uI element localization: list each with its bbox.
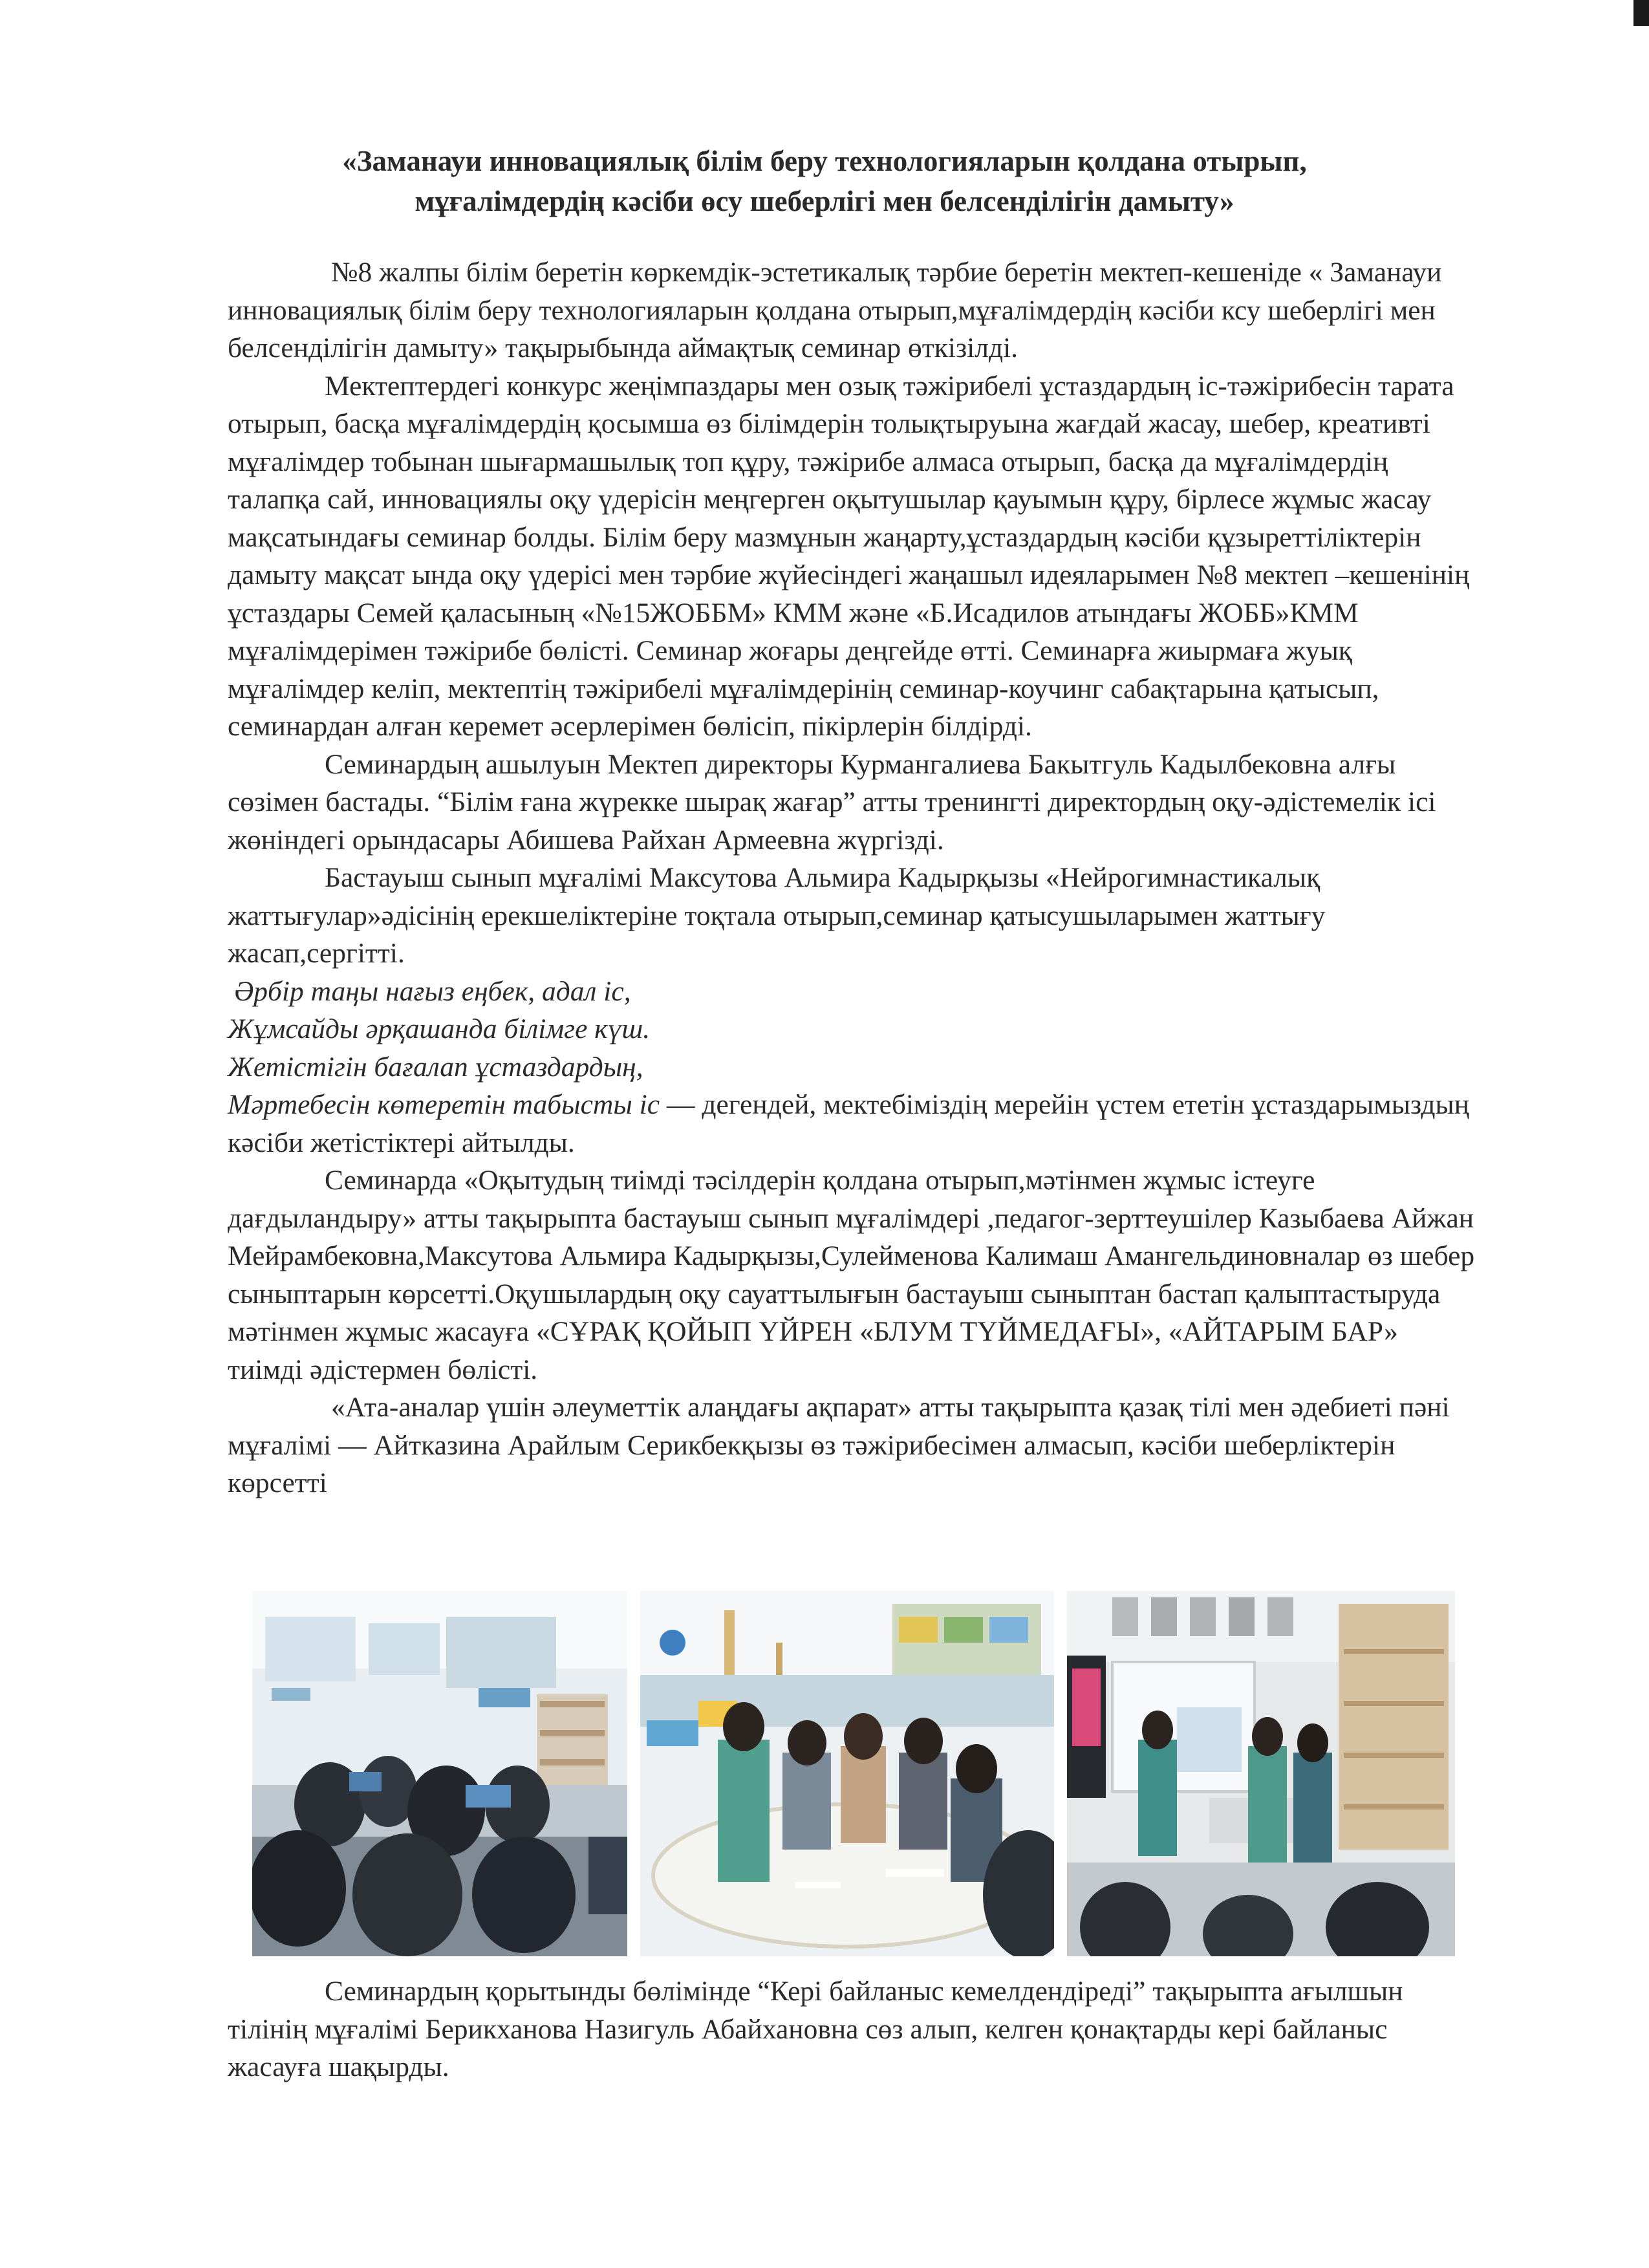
poem-line-4 [228,1086,1479,1161]
classroom-students-photo [252,1591,627,1956]
poem-block [228,973,1479,1162]
poem-line-4-italic: Мәртебесін көтеретін табысты іс [228,1089,660,1120]
paragraph-feedback: Семинардың қорытынды бөлімінде “Кері байланыс кемелдендіреді” тақырыпта ағылшын тілінің мұғалімі Берикханова Назигуль Абайхановна сөз алып, келген қонақтарды кері байланыс жасауға шақырды. [228,1976,1403,2082]
article-body [228,254,1479,1502]
page-title [213,141,1436,221]
paragraph-intro: №8 жалпы білім беретін көркемдік-эстетикалық тәрбие беретін мектеп-кешеніде « Заманауи инновациялық білім беру технологияларын қолдана отырып,мұғалімдердің кәсіби ксу шеберлігі мен белсенділігін дамыту» тақырыбында аймақтық семинар өткізілді. [228,257,1442,363]
paragraph-goals: Мектептердегі конкурс жеңімпаздары мен озық тәжірибелі ұстаздардың іс-тәжірибесін тарата отырып, басқа мұғалімдердің қосымша өз білімдерін толықтыруына жағдай жасау, шебер, креативті мұғалімдер тобынан шығармашылық топ құру, тәжірибе алмаса отырып, басқа да мұғалімдердің талапқа сай, инновациялы оқу үдерісін меңгерген оқытушылар қауымын құру, бірлесе жұмыс жасау мақсатындағы семинар болды. Білім беру мазмұнын жаңарту,ұстаздардың кәсіби құзыреттіліктерін дамыту мақсат ында оқу үдерісі мен тәрбие жүйесіндегі жаңашыл идеяларымен №8 мектеп –кешенінің ұстаздары Семей қаласының «№15ЖОББМ» КММ және «Б.Исадилов атындағы ЖОББ»КММ мұғалімдерімен тәжірибе бөлісті. Семинар жоғары деңгейде өтті. Семинарға жиырмаға жуық мұғалімдер келіп, мектептің тәжірибелі мұғалімдерінің семинар-коучинг сабақтарына қатысып, семинардан алған керемет әсерлерімен бөлісіп, пікірлерін білдірді. [228,370,1470,742]
teachers-group-table-photo [640,1591,1054,1956]
poem-line-4-rest: — дегендей, мектебіміздің мерейін үстем ететін ұстаздарымыздың кәсіби жетістіктері айтылды. [228,1089,1469,1158]
paragraph-masterclass: Семинарда «Оқытудың тиімді тәсілдерін қолдана отырып,мәтінмен жұмыс істеуге дағдыландыру» атты тақырыпта бастауыш сынып мұғалімдері ,педагог-зерттеушілер Казыбаева Айжан Мейрамбековна,Максутова Альмира Кадырқызы,Сулейменова Калимаш Амангельдиновналар өз шебер сыныптарын көрсетті.Оқушылардың оқу сауаттылығын бастауыш сыныптан бастап қалыптастыруда мәтінмен жұмыс жасауға «СҰРАҚ ҚОЙЫП ҮЙРЕН «БЛУМ ТҮЙМЕДАҒЫ», «АЙТАРЫМ БАР» тиімді әдістермен бөлісті. [228,1165,1475,1385]
title-line-1: «Заманауи инновациялық білім беру технологияларын қолдана отырып, [342,145,1307,177]
scan-mark [1633,0,1649,26]
article-closing [228,1972,1479,2086]
poem-line-1: Әрбір таңы нағыз еңбек, адал іс, [234,975,631,1007]
paragraph-social-media: «Ата-аналар үшін әлеуметтік алаңдағы ақпарат» атты тақырыпта қазақ тілі мен әдебиеті пәні мұғалімі — Айтказина Арайлым Серикбекқызы өз тәжірибесімен алмасып, кәсіби шеберліктерін көрсетті [228,1392,1450,1498]
poem-line-3: Жетістігін бағалап ұстаздардың, [228,1051,643,1083]
title-line-2: мұғалімдердің кәсіби өсу шеберлігі мен белсенділігін дамыту» [415,185,1234,217]
photo-strip [242,1591,1465,1956]
presentation-board-photo [1067,1591,1455,1956]
poem-line-2: Жұмсайды әрқашанда білімге күш. [228,1013,651,1044]
paragraph-opening: Семинардың ашылуын Мектеп директоры Курмангалиева Бакытгуль Кадылбековна алғы сөзімен бастады. “Білім ғана жүрекке шырақ жағар” атты тренингті директордың оқу-әдістемелік ісі жөніндегі орындасары Абишева Райхан Армеевна жүргізді. [228,748,1436,856]
paragraph-neurogymnastics: Бастауыш сынып мұғалімі Максутова Альмира Кадырқызы «Нейрогимнастикалық жаттығулар»әдісінің ерекшеліктеріне тоқтала отырып,семинар қатысушыларымен жаттығу жасап,сергітті. [228,862,1326,969]
